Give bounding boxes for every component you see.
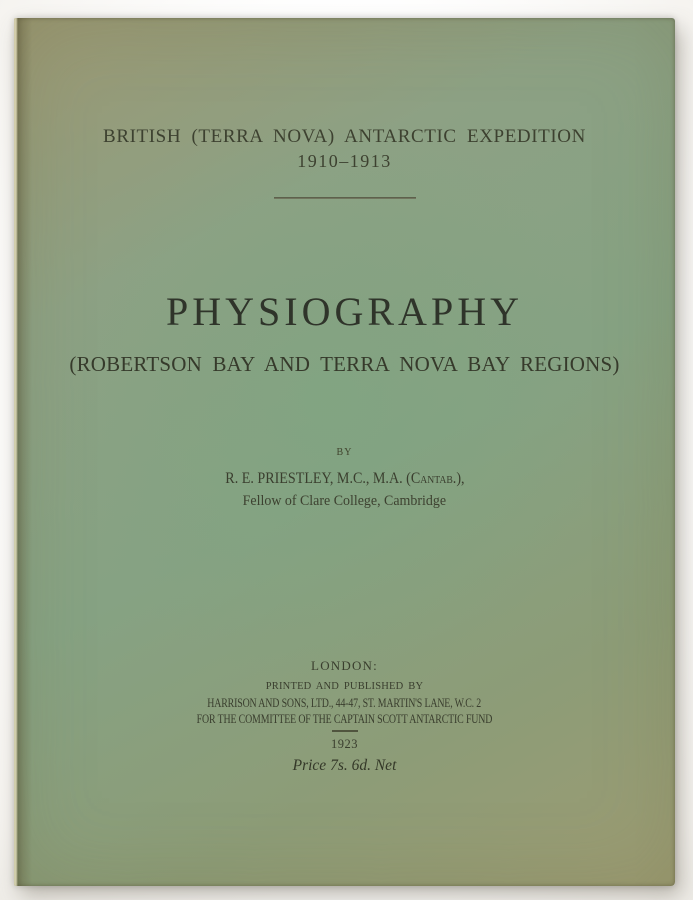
series-title: BRITISH (TERRA NOVA) ANTARCTIC EXPEDITION: [103, 126, 586, 147]
series-divider-rule: [274, 197, 416, 199]
imprint-city: LONDON:: [311, 658, 378, 673]
imprint-price: Price 7s. 6d. Net: [292, 757, 397, 774]
imprint-publisher-text: HARRISON AND SONS, LTD., 44-47, ST. MARTIN'S LANE, W.C. 2: [207, 695, 482, 710]
series-years: 1910–1913: [297, 151, 392, 171]
author-name: [14, 470, 675, 488]
author-affiliation: [14, 493, 675, 510]
imprint-year: 1923: [331, 737, 358, 751]
author-name-text: R. E. PRIESTLEY, M.C., M.A. (Cantab.),: [224, 470, 465, 487]
book-title: PHYSIOGRAPHY: [166, 289, 523, 334]
book-cover: [14, 18, 675, 886]
imprint-printer-line: PRINTED AND PUBLISHED BY: [265, 681, 424, 692]
imprint-publisher-line: [14, 695, 675, 711]
imprint-committee-line: [14, 711, 675, 727]
book-subtitle: (ROBERTSON BAY AND TERRA NOVA BAY REGIONS): [69, 352, 620, 376]
by-label: BY: [336, 447, 353, 458]
imprint-divider-rule: [332, 730, 358, 732]
imprint-committee-text: FOR THE COMMITTEE OF THE CAPTAIN SCOTT ANTARCTIC FUND: [196, 711, 493, 726]
author-affiliation-text: Fellow of Clare College, Cambridge: [242, 493, 447, 509]
